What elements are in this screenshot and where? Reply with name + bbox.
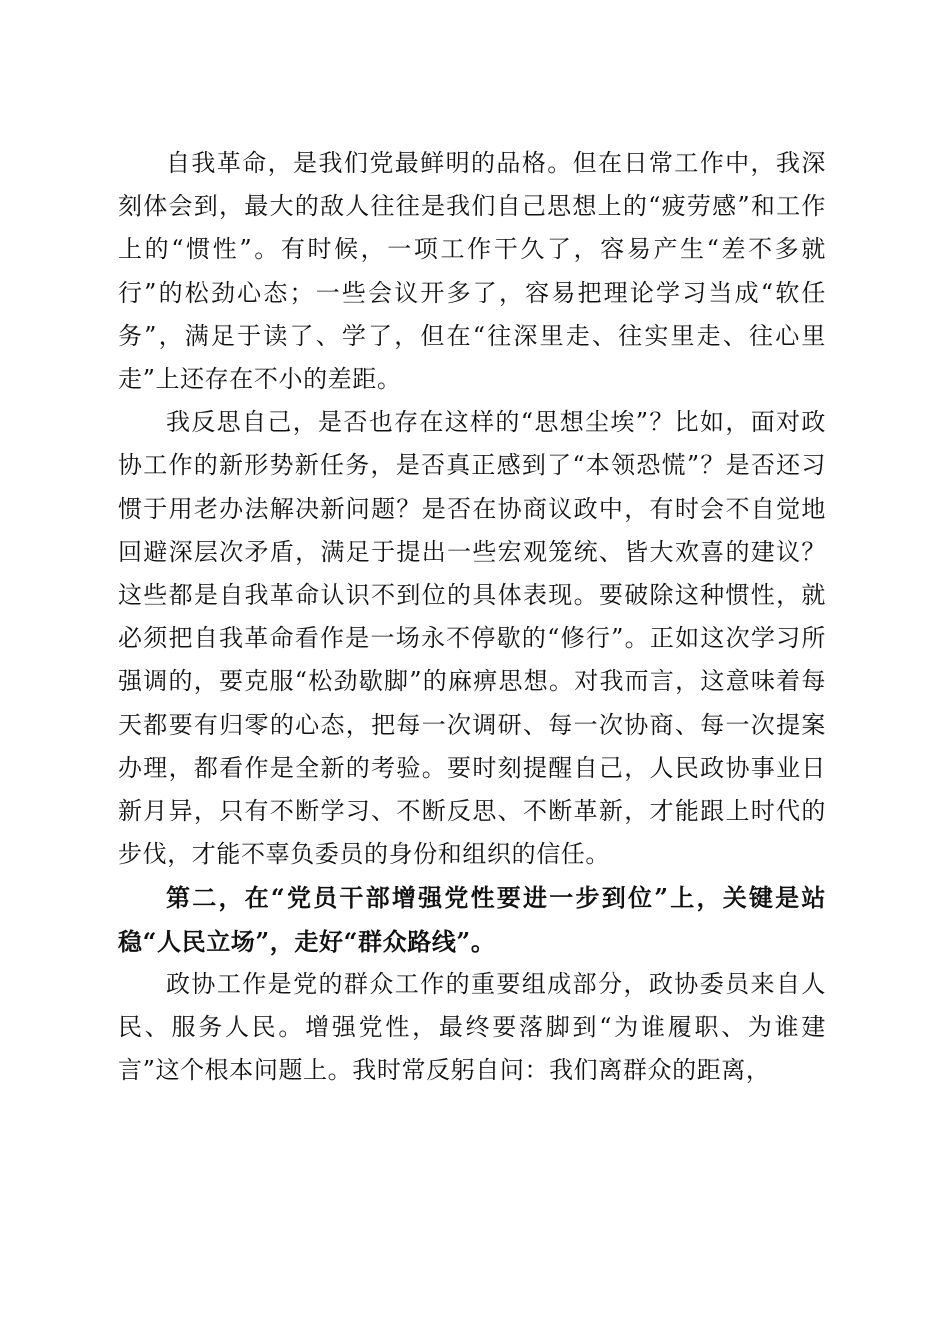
document-body	[118, 142, 826, 1092]
paragraph-self-revolution: 自我革命，是我们党最鲜明的品格。但在日常工作中，我深刻体会到，最大的敌人往往是我们自己思想上的“疲劳感”和工作上的“惯性”。有时候，一项工作干久了，容易产生“差不多就行”的松劲心态；一些会议开多了，容易把理论学习当成“软任务”，满足于读了、学了，但在“往深里走、往实里走、往心里走”上还存在不小的差距。	[118, 149, 826, 394]
paragraph-self-reflection: 我反思自己，是否也存在这样的“思想尘埃”？比如，面对政协工作的新形势新任务，是否真正感到了“本领恐慌”？是否还习惯于用老办法解决新问题？是否在协商议政中，有时会不自觉地回避深层次矛盾，满足于提出一些宏观笼统、皆大欢喜的建议？这些都是自我革命认识不到位的具体表现。要破除这种惯性，就必须把自我革命看作是一场永不停歇的“修行”。正如这次学习所强调的，要克服“松劲歇脚”的麻痹思想。对我而言，这意味着每天都要有归零的心态，把每一次调研、每一次协商、每一次提案办理，都看作是全新的考验。要时刻提醒自己，人民政协事业日新月异，只有不断学习、不断反思、不断革新，才能跟上时代的步伐，才能不辜负委员的身份和组织的信任。	[118, 408, 826, 869]
section-heading-second: 第二，在“党员干部增强党性要进一步到位”上，关键是站稳“人民立场”，走好“群众路线”。	[118, 883, 826, 956]
paragraph-cppcc-work: 政协工作是党的群众工作的重要组成部分，政协委员来自人民、服务人民。增强党性，最终要落脚到“为谁履职、为谁建言”这个根本问题上。我时常反躬自问：我们离群众的距离，	[118, 969, 826, 1085]
